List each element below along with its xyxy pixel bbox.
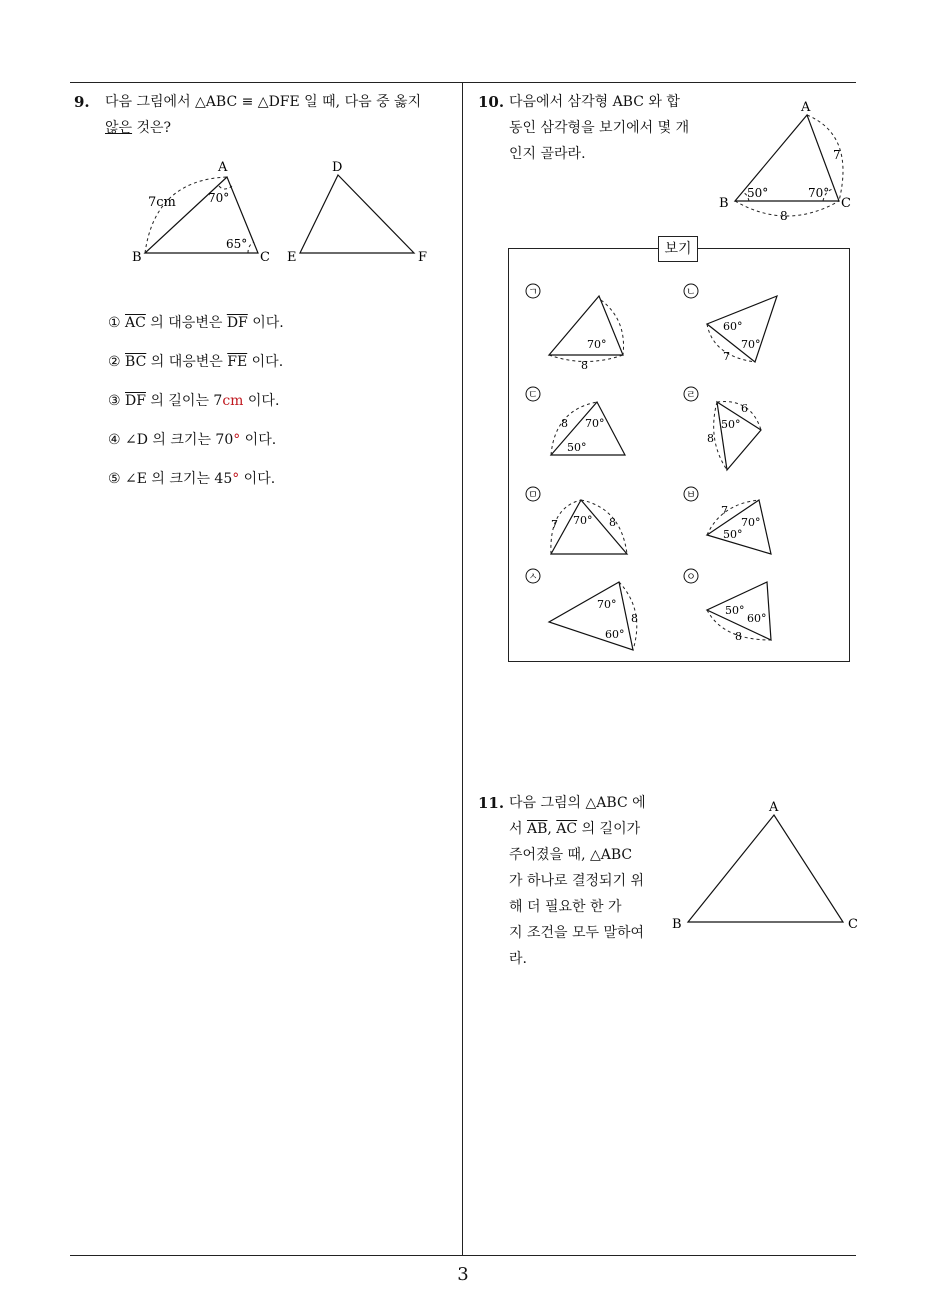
q9-angle-c-arc [248,242,254,253]
item-7-label-2: 8 [631,612,638,625]
q9-choice-2[interactable] [108,351,283,371]
item-1-label-1: 70° [587,338,607,351]
q9-label-d: D [332,160,343,175]
q9-choice-4-text2: 이다. [240,432,277,448]
item-4-mark: ㄹ [686,390,696,401]
item-4-label-3: 8 [707,432,714,445]
q9-choice-3-text2: 이다. [243,393,280,409]
q11-line6: 지 조건을 모두 말하여 [509,925,645,941]
q9-choice-2-text2: 이다. [247,354,284,370]
item-7-mark: ㅅ [528,572,538,583]
item-4-label-1: 6 [741,402,748,415]
q9-label-a: A [218,160,228,175]
item-6-triangle [707,500,771,554]
q10-line1: 다음에서 삼각형 ABC 와 합 [509,94,680,110]
q11-line2-a: 서 [509,821,527,837]
q9-triangle-def [300,175,414,253]
q9-choice-4-mark: ④ [108,432,121,448]
q9-label-b: B [132,250,142,265]
q11-line1: 다음 그림의 △ABC 에 [509,795,646,811]
q11-triangle-abc [688,815,843,922]
example-item-4[interactable] [684,387,761,470]
q11-line2-e: 의 길이가 [577,821,641,837]
example-item-5[interactable] [526,487,627,554]
q9-choice-1-text1: 의 대응변은 [145,315,227,331]
q11-line7: 라. [509,951,527,967]
q9-choice-5-mark: ⑤ [108,471,121,487]
q9-choice-3-mark: ③ [108,393,121,409]
example-item-1[interactable] [526,284,624,372]
item-2-label-1: 60° [723,320,743,333]
q9-label-e: E [287,250,297,265]
q10-line2: 동인 삼각형을 보기에서 몇 개 [509,120,690,136]
page-number: 3 [457,1264,469,1285]
q9-line1: 다음 그림에서 △ABC ≡ △DFE 일 때, 다음 중 옳지 [105,94,422,110]
q11-line5: 해 더 필요한 한 가 [509,899,622,915]
q10-side-ac-label: 7 [833,148,841,162]
item-8-label-2: 60° [747,612,767,625]
q9-choice-5-text2: 이다. [239,471,276,487]
item-4-triangle [717,402,761,470]
item-6-mark: ㅂ [686,490,696,501]
q11-line3: 주어졌을 때, △ABC [509,847,633,863]
q9-choice-2-seg1: $\overline{BC}$ [125,354,147,370]
item-6-label-2: 70° [741,516,761,529]
item-6-label-1: 7 [721,504,728,517]
item-4-label-2: 50° [721,418,741,431]
q9-text [105,89,421,141]
q9-choice-5-degree: ° [232,471,240,487]
q11-label-c: C [848,917,858,932]
example-box-title: 보기 [658,236,698,262]
item-6-label-3: 50° [723,528,743,541]
item-5-label-3: 8 [609,516,616,529]
q9-side-label: 7cm [148,195,176,210]
q9-choice-3-text1: 의 길이는 7 [145,393,223,409]
item-5-mark: ㅁ [528,490,538,501]
q9-figure [120,150,440,270]
q9-angle-c-label: 65° [226,237,248,251]
q11-label-a: A [769,800,779,815]
q9-choice-4-degree: ° [233,432,241,448]
item-8-label-3: 8 [735,630,742,643]
top-rule [70,82,856,83]
item-1-label-2: 8 [581,359,588,372]
q9-choice-2-mark: ② [108,354,121,370]
q10-angle-c-label: 70° [808,186,830,200]
column-divider [462,82,463,1256]
q9-choice-5[interactable] [108,468,275,488]
item-3-mark: ㄷ [528,390,538,401]
item-1-triangle [549,296,623,355]
q9-choice-2-text1: 의 대응변은 [146,354,228,370]
q9-choice-1[interactable] [108,312,284,332]
q9-line2: 것은? [132,120,172,136]
example-figures [509,270,847,660]
q11-text [509,790,646,972]
q10-label-c: C [841,196,851,211]
q11-figure [668,795,868,940]
q9-choice-1-seg2: $\overline{DF}$ [226,315,248,331]
q9-choice-2-seg2: $\overline{FE}$ [227,354,248,370]
q9-choice-3[interactable] [108,390,279,410]
item-5-label-2: 70° [573,514,593,527]
item-3-label-2: 70° [585,417,605,430]
q10-line3: 인지 골라라. [509,146,586,162]
example-item-8[interactable] [684,569,771,643]
q9-choice-3-unit: cm [222,393,244,409]
q10-text [509,89,689,167]
q9-choice-3-seg1: $\overline{DF}$ [125,393,146,409]
q11-line2-c: , [547,821,557,837]
item-8-mark: ㅇ [686,572,696,583]
example-item-3[interactable] [526,387,625,455]
q11-seg-ab: $\overline{AB}$ [526,821,548,837]
item-2-label-3: 7 [723,350,730,363]
q10-label-a: A [801,100,811,115]
q9-choice-4-text1: ∠D 의 크기는 70 [125,432,234,448]
item-5-label-1: 7 [551,518,558,531]
q11-label-b: B [672,917,682,932]
q11-line4: 가 하나로 결정되기 위 [509,873,645,889]
example-item-6[interactable] [684,487,771,554]
item-1-mark: ㄱ [528,287,538,298]
q9-choice-4[interactable] [108,429,276,449]
q9-angle-a-arc [219,186,232,189]
bottom-rule [70,1255,856,1256]
q11-seg-ac: $\overline{AC}$ [556,821,578,837]
q9-number: 9. [74,93,90,111]
q10-figure [715,95,875,225]
item-3-label-1: 8 [561,417,568,430]
q10-side-bc-label: 8 [780,209,788,223]
item-7-label-3: 60° [605,628,625,641]
q9-choice-5-text1: ∠E 의 크기는 45 [125,471,233,487]
q9-choice-1-mark: ① [108,315,121,331]
example-item-7[interactable] [526,569,638,650]
q9-angle-a-label: 70° [208,191,230,205]
q9-label-f: F [418,250,428,265]
q10-number: 10. [478,93,505,111]
q9-underline-word: 않은 [105,120,133,136]
q10-label-b: B [719,196,729,211]
item-2-mark: ㄴ [686,287,696,298]
item-8-label-1: 50° [725,604,745,617]
q9-label-c: C [260,250,270,265]
q10-angle-b-label: 50° [747,186,769,200]
q9-choice-1-seg1: $\overline{AC}$ [125,315,146,331]
item-3-label-3: 50° [567,441,587,454]
q9-choice-1-text2: 이다. [247,315,284,331]
item-2-label-2: 70° [741,338,761,351]
item-7-label-1: 70° [597,598,617,611]
q11-number: 11. [478,794,505,812]
example-item-2[interactable] [684,284,777,363]
